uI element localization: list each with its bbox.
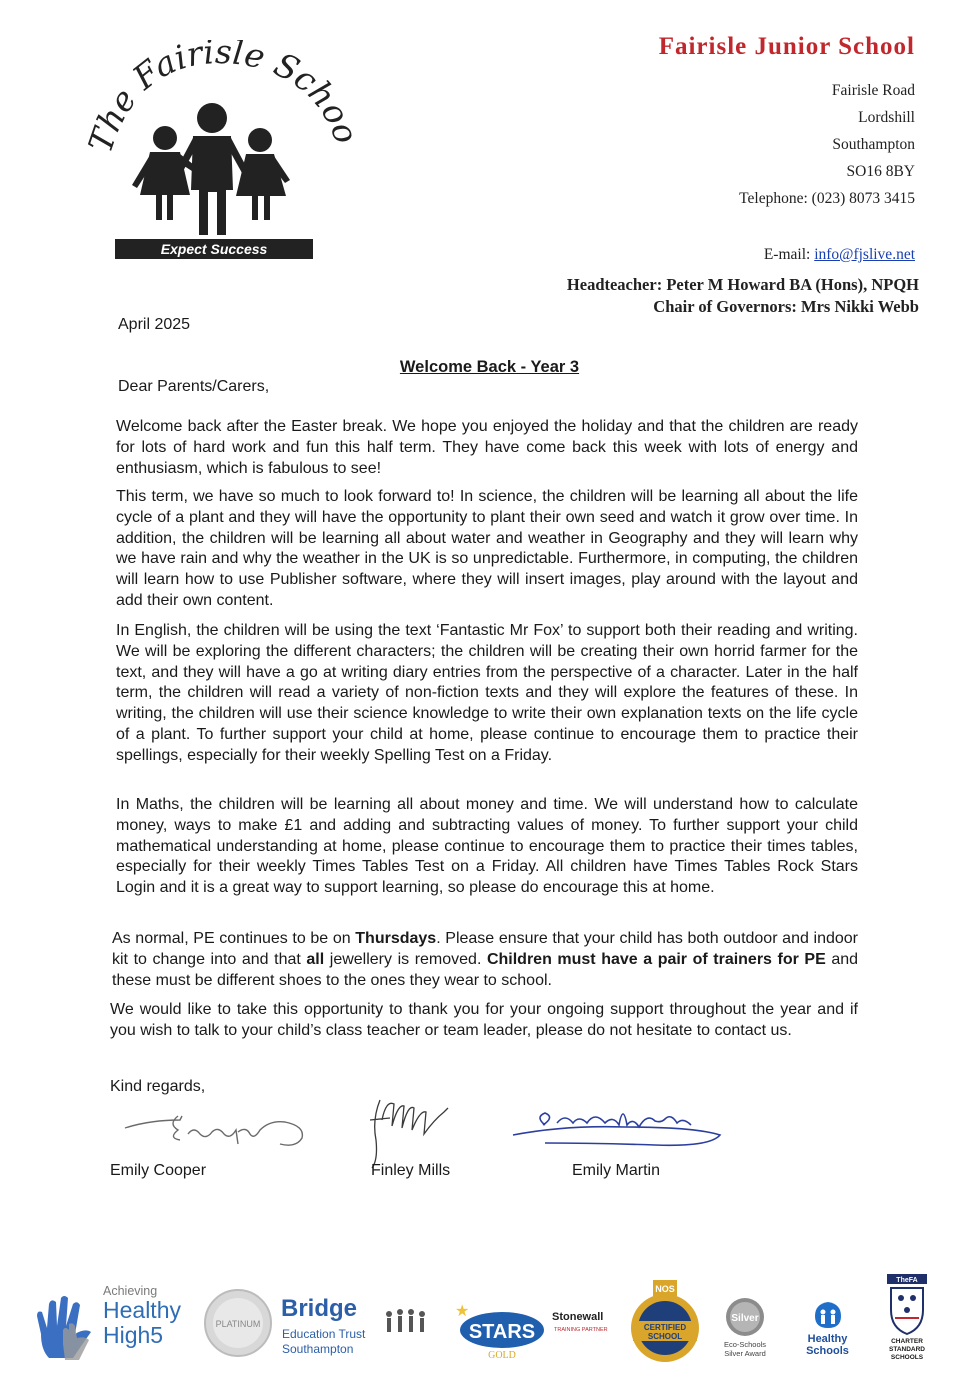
stonewall-label: Stonewall <box>552 1311 604 1323</box>
email-label: E-mail: <box>763 246 815 263</box>
hands-icon <box>33 1294 98 1364</box>
games-label: PLATINUM <box>215 1319 261 1329</box>
letter-title-text: Welcome Back - Year 3 <box>399 358 580 376</box>
telephone: Telephone: (023) 8073 3415 <box>739 190 915 207</box>
signature-emily-cooper <box>120 1100 315 1160</box>
stonewall-sub: TRAINING PARTNER <box>554 1327 608 1333</box>
eco-badge-text: Silver <box>731 1313 759 1324</box>
stonewall-logo <box>550 1298 615 1348</box>
bridge-title: Bridge <box>281 1295 358 1322</box>
healthy-schools-icon <box>813 1300 843 1330</box>
star-icon: ★ <box>455 1303 470 1320</box>
signature-emily-martin <box>505 1095 730 1155</box>
fa-charter-badge <box>877 1272 937 1368</box>
chair-of-governors: Chair of Governors: Mrs Nikki Webb <box>653 297 919 316</box>
bridge-location: Southampton <box>282 1342 354 1356</box>
signatory-name: Emily Martin <box>572 1162 661 1179</box>
signature-finley-mills <box>350 1090 470 1170</box>
fa-line: CHARTER <box>891 1338 923 1345</box>
nos-label: CERTIFIED <box>643 1323 687 1332</box>
address-line: Fairisle Road <box>831 82 915 99</box>
eco-line: Silver Award <box>724 1349 766 1358</box>
letter-greeting: Dear Parents/Carers, <box>118 378 270 395</box>
school-name: Fairisle Junior School <box>658 33 915 60</box>
logo-arc-text: The Fairisle Scho <box>80 40 355 158</box>
nos-label: SCHOOL <box>647 1332 683 1341</box>
headteacher: Headteacher: Peter M Howard BA (Hons), NPQH <box>566 275 919 294</box>
eco-line: Eco-Schools <box>723 1340 767 1349</box>
school-logo <box>70 40 355 265</box>
stars-gold: GOLD <box>488 1350 516 1361</box>
letter-closing: Kind regards, <box>110 1078 206 1095</box>
eco-schools-badge <box>715 1296 775 1366</box>
people-icon <box>381 1308 431 1338</box>
paragraph-maths: In Maths, the children will be learning all about money and time. We will understand how to calculate money, ways to make £1 and adding and subtracting values of money. To further support your child mathematical understanding at home, please continue to encourage them to practice their times tables, especially for their weekly Times Tables Test on a Friday. All children have Times Tables Rock Stars Login and it is a great way to support learning, so please do encourage this at home. <box>116 796 858 897</box>
signatory-name: Emily Cooper <box>110 1162 207 1179</box>
accreditation-logos <box>25 1270 955 1370</box>
paragraph-intro: Welcome back after the Easter break. We hope you enjoyed the holiday and that the children are ready for lots of hard work and fun this half term. They have come back this week with lots of energy and enthusiasm, which is fabulous to see! <box>116 418 858 477</box>
hh5-healthy: Healthy <box>103 1297 181 1323</box>
family-figures-icon <box>132 103 290 235</box>
logo-motto: Expect Success <box>115 239 313 259</box>
letter-date: April 2025 <box>118 316 191 333</box>
school-games-badge <box>203 1288 273 1358</box>
modeshift-stars-badge <box>445 1288 550 1363</box>
bridge-subtitle: Education Trust <box>282 1327 366 1341</box>
nos-top: NOS <box>655 1284 675 1294</box>
letter-title <box>0 358 979 377</box>
paragraph-term: This term, we have so much to look forward to! In science, the children will be learning all about the life cycle of a plant and they will have the opportunity to plant their own seed and watch it grow over time. In addition, the children will be learning all about water and weather in Geography and they will learn why we have rain and why the weather in the UK is so unpredictable. Furthermore, in computing, the children will learn how to use Publisher software, where they will insert images, play around with the layout and add their own content. <box>116 488 858 609</box>
healthy-schools-label: Healthy Schools <box>806 1333 849 1357</box>
address-postcode: SO16 8BY <box>846 163 915 180</box>
stars-label: STARS <box>468 1321 536 1343</box>
healthy-schools-logo <box>785 1300 870 1355</box>
pe-text: . Please ensure that your child has both outdoor and indoor kit to change into and that <box>112 930 858 968</box>
pe-emphasis: all <box>306 950 325 968</box>
signatory-name: Finley Mills <box>371 1162 451 1179</box>
pe-text: As normal, PE continues to be on <box>112 930 356 947</box>
fa-crest-icon <box>885 1272 929 1336</box>
pe-day: Thursdays <box>355 930 437 947</box>
healthy-high5-logo <box>33 1282 203 1362</box>
paragraph-thanks: We would like to take this opportunity to thank you for your ongoing support throughout the year and if you wish to talk to your child’s class teacher or team leader, please do not hesitate to contact us. <box>110 1001 858 1039</box>
pe-trainers: Children must have a pair of trainers for PE <box>486 950 826 968</box>
pe-text: jewellery is removed. <box>324 950 487 968</box>
fa-line: SCHOOLS <box>890 1354 924 1361</box>
fa-top: TheFA <box>896 1277 918 1284</box>
hh5-high5: High5 <box>103 1322 164 1348</box>
pe-text: and these must be different shoes to the ones they wear to school. <box>112 950 859 989</box>
paragraph-english: In English, the children will be using the text ‘Fantastic Mr Fox’ to support both their reading and writing. We will be exploring the different characters; the children will be creating their own horrid farmer for the text, and they will have a go at writing diary entries from the perspective of a character. Later in the half term, the children will read a variety of non-fiction texts and they will explore the features of these. In writing, the children will use their science knowledge to write their own explanation texts on the life cycle of a plant. To further support your child at home, please continue to encourage them to practice their spellings, especially for their weekly Spelling Test on a Friday. <box>116 622 858 764</box>
email-link[interactable]: info@fjslive.net <box>814 246 915 263</box>
email-line <box>764 246 915 264</box>
nos-certified-badge <box>625 1276 705 1366</box>
eco-schools-icon <box>725 1296 765 1338</box>
fa-line: STANDARD <box>889 1346 925 1353</box>
address-line: Lordshill <box>858 109 915 126</box>
paragraph-pe <box>112 929 858 991</box>
address-line: Southampton <box>832 136 915 153</box>
hh5-achieving: Achieving <box>103 1284 158 1298</box>
school-logo-graphic <box>70 40 355 265</box>
